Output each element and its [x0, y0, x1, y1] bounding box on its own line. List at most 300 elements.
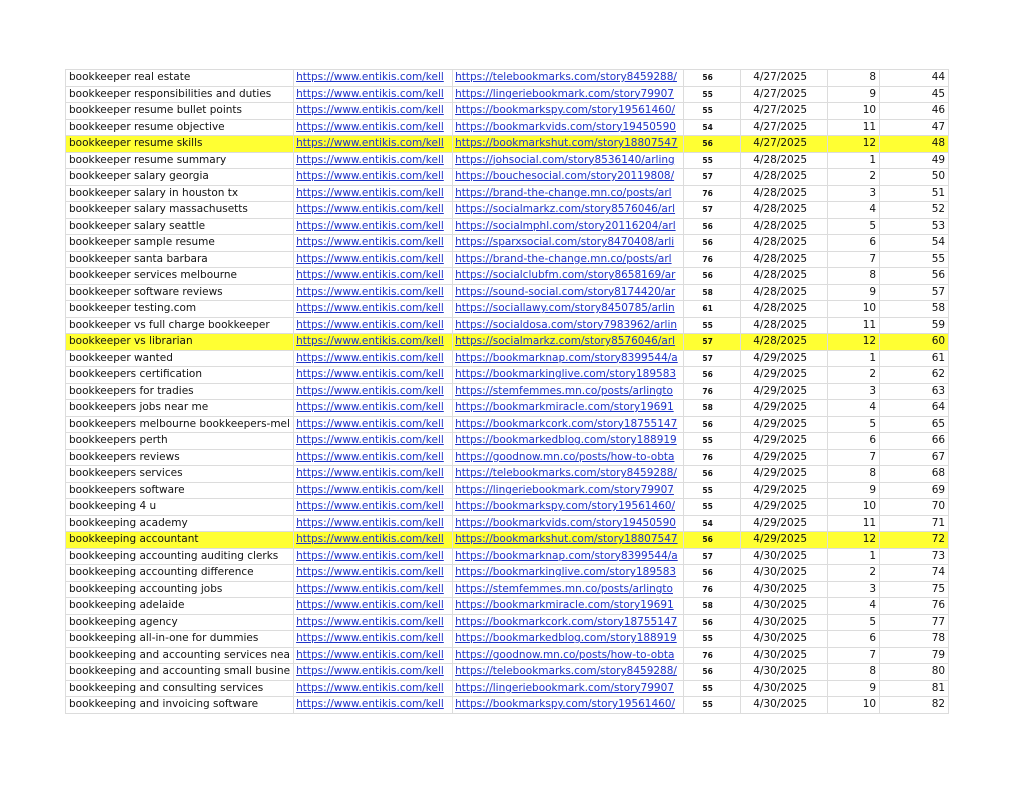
date-cell: 4/29/2025 — [741, 449, 828, 466]
date-cell: 4/30/2025 — [741, 598, 828, 615]
row-number-cell: 63 — [880, 383, 949, 400]
score-cell: 56 — [684, 235, 741, 252]
source-url-link[interactable]: https://www.entikis.com/kell — [294, 499, 453, 516]
table-row — [66, 449, 949, 466]
backlink-url-link[interactable]: https://bookmarkspy.com/story19561460/ — [453, 103, 684, 120]
date-cell: 4/28/2025 — [741, 169, 828, 186]
source-url-link[interactable]: https://www.entikis.com/kell — [294, 136, 453, 153]
day-index-cell: 7 — [828, 251, 880, 268]
source-url-link[interactable]: https://www.entikis.com/kell — [294, 400, 453, 417]
table-row — [66, 103, 949, 120]
score-cell: 56 — [684, 136, 741, 153]
table-row — [66, 664, 949, 681]
day-index-cell: 1 — [828, 350, 880, 367]
date-cell: 4/30/2025 — [741, 581, 828, 598]
score-cell: 57 — [684, 169, 741, 186]
keyword-cell: bookkeeper services melbourne — [66, 268, 294, 285]
table-row — [66, 334, 949, 351]
table-row — [66, 400, 949, 417]
keyword-cell: bookkeepers services — [66, 466, 294, 483]
row-number-cell: 76 — [880, 598, 949, 615]
date-cell: 4/28/2025 — [741, 301, 828, 318]
source-url-link[interactable]: https://www.entikis.com/kell — [294, 697, 453, 714]
date-cell: 4/28/2025 — [741, 317, 828, 334]
row-number-cell: 56 — [880, 268, 949, 285]
date-cell: 4/30/2025 — [741, 680, 828, 697]
source-url-link[interactable]: https://www.entikis.com/kell — [294, 383, 453, 400]
score-cell: 57 — [684, 334, 741, 351]
backlink-url-link[interactable]: https://johsocial.com/story8536140/arling — [453, 152, 684, 169]
backlink-url-link[interactable]: https://bookmarkinglive.com/story189583 — [453, 367, 684, 384]
backlink-url-link[interactable]: https://bookmarkspy.com/story19561460/ — [453, 499, 684, 516]
keyword-cell: bookkeeping 4 u — [66, 499, 294, 516]
score-cell: 54 — [684, 119, 741, 136]
date-cell: 4/29/2025 — [741, 350, 828, 367]
score-cell: 55 — [684, 499, 741, 516]
row-number-cell: 52 — [880, 202, 949, 219]
row-number-cell: 79 — [880, 647, 949, 664]
row-number-cell: 50 — [880, 169, 949, 186]
day-index-cell: 8 — [828, 268, 880, 285]
day-index-cell: 4 — [828, 400, 880, 417]
day-index-cell: 9 — [828, 284, 880, 301]
day-index-cell: 1 — [828, 548, 880, 565]
date-cell: 4/29/2025 — [741, 532, 828, 549]
keyword-cell: bookkeeping and accounting small busine — [66, 664, 294, 681]
keyword-cell: bookkeeping accounting jobs — [66, 581, 294, 598]
row-number-cell: 81 — [880, 680, 949, 697]
keyword-cell: bookkeeper resume bullet points — [66, 103, 294, 120]
source-url-link[interactable]: https://www.entikis.com/kell — [294, 449, 453, 466]
date-cell: 4/30/2025 — [741, 565, 828, 582]
keyword-cell: bookkeeping and accounting services nea — [66, 647, 294, 664]
keyword-cell: bookkeeper software reviews — [66, 284, 294, 301]
day-index-cell: 5 — [828, 614, 880, 631]
day-index-cell: 4 — [828, 202, 880, 219]
source-url-link[interactable]: https://www.entikis.com/kell — [294, 433, 453, 450]
table-row — [66, 631, 949, 648]
keyword-cell: bookkeeper testing.com — [66, 301, 294, 318]
date-cell: 4/27/2025 — [741, 136, 828, 153]
table-row — [66, 301, 949, 318]
date-cell: 4/28/2025 — [741, 251, 828, 268]
day-index-cell: 9 — [828, 680, 880, 697]
table-row — [66, 697, 949, 714]
backlink-url-link[interactable]: https://socialmarkz.com/story8576046/arl — [453, 202, 684, 219]
date-cell: 4/27/2025 — [741, 70, 828, 87]
row-number-cell: 80 — [880, 664, 949, 681]
date-cell: 4/28/2025 — [741, 218, 828, 235]
score-cell: 55 — [684, 86, 741, 103]
score-cell: 56 — [684, 664, 741, 681]
source-url-link[interactable]: https://www.entikis.com/kell — [294, 119, 453, 136]
keyword-cell: bookkeeper sample resume — [66, 235, 294, 252]
day-index-cell: 12 — [828, 532, 880, 549]
backlink-url-link[interactable]: https://lingeriebookmark.com/story79907 — [453, 482, 684, 499]
table-row — [66, 532, 949, 549]
keyword-cell: bookkeeping accounting auditing clerks — [66, 548, 294, 565]
keyword-cell: bookkeepers perth — [66, 433, 294, 450]
row-number-cell: 67 — [880, 449, 949, 466]
score-cell: 56 — [684, 70, 741, 87]
keyword-cell: bookkeeping accountant — [66, 532, 294, 549]
date-cell: 4/27/2025 — [741, 103, 828, 120]
source-url-link[interactable]: https://www.entikis.com/kell — [294, 235, 453, 252]
row-number-cell: 66 — [880, 433, 949, 450]
source-url-link[interactable]: https://www.entikis.com/kell — [294, 581, 453, 598]
day-index-cell: 1 — [828, 152, 880, 169]
backlink-url-link[interactable]: https://bookmarkcork.com/story18755147 — [453, 416, 684, 433]
keyword-cell: bookkeepers jobs near me — [66, 400, 294, 417]
score-cell: 55 — [684, 631, 741, 648]
backlink-url-link[interactable]: https://bookmarkshut.com/story18807547 — [453, 532, 684, 549]
backlink-url-link[interactable]: https://socialmarkz.com/story8576046/arl — [453, 334, 684, 351]
row-number-cell: 53 — [880, 218, 949, 235]
table-row — [66, 466, 949, 483]
source-url-link[interactable]: https://www.entikis.com/kell — [294, 631, 453, 648]
score-cell: 55 — [684, 152, 741, 169]
source-url-link[interactable]: https://www.entikis.com/kell — [294, 614, 453, 631]
source-url-link[interactable]: https://www.entikis.com/kell — [294, 301, 453, 318]
keyword-cell: bookkeeper santa barbara — [66, 251, 294, 268]
score-cell: 76 — [684, 647, 741, 664]
keyword-cell: bookkeeper salary massachusetts — [66, 202, 294, 219]
row-number-cell: 68 — [880, 466, 949, 483]
backlink-url-link[interactable]: https://bookmarknap.com/story8399544/a — [453, 350, 684, 367]
score-cell: 55 — [684, 317, 741, 334]
score-cell: 56 — [684, 416, 741, 433]
source-url-link[interactable]: https://www.entikis.com/kell — [294, 482, 453, 499]
source-url-link[interactable]: https://www.entikis.com/kell — [294, 317, 453, 334]
table-row — [66, 235, 949, 252]
table-row — [66, 119, 949, 136]
score-cell: 57 — [684, 350, 741, 367]
keyword-cell: bookkeeper wanted — [66, 350, 294, 367]
day-index-cell: 2 — [828, 169, 880, 186]
date-cell: 4/29/2025 — [741, 383, 828, 400]
backlink-url-link[interactable]: https://bookmarkvids.com/story19450590 — [453, 515, 684, 532]
keyword-cell: bookkeeper resume skills — [66, 136, 294, 153]
source-url-link[interactable]: https://www.entikis.com/kell — [294, 251, 453, 268]
day-index-cell: 2 — [828, 367, 880, 384]
date-cell: 4/28/2025 — [741, 152, 828, 169]
score-cell: 55 — [684, 680, 741, 697]
day-index-cell: 9 — [828, 86, 880, 103]
row-number-cell: 69 — [880, 482, 949, 499]
backlink-url-link[interactable]: https://socialdosa.com/story7983962/arlin — [453, 317, 684, 334]
score-cell: 55 — [684, 482, 741, 499]
keyword-sheet — [65, 69, 949, 714]
date-cell: 4/27/2025 — [741, 86, 828, 103]
table-row — [66, 581, 949, 598]
day-index-cell: 12 — [828, 136, 880, 153]
date-cell: 4/30/2025 — [741, 664, 828, 681]
source-url-link[interactable]: https://www.entikis.com/kell — [294, 268, 453, 285]
row-number-cell: 70 — [880, 499, 949, 516]
row-number-cell: 44 — [880, 70, 949, 87]
row-number-cell: 54 — [880, 235, 949, 252]
row-number-cell: 59 — [880, 317, 949, 334]
row-number-cell: 77 — [880, 614, 949, 631]
keyword-cell: bookkeeping accounting difference — [66, 565, 294, 582]
date-cell: 4/29/2025 — [741, 400, 828, 417]
keyword-cell: bookkeeper resume objective — [66, 119, 294, 136]
row-number-cell: 58 — [880, 301, 949, 318]
table-row — [66, 284, 949, 301]
date-cell: 4/29/2025 — [741, 466, 828, 483]
source-url-link[interactable]: https://www.entikis.com/kell — [294, 532, 453, 549]
source-url-link[interactable]: https://www.entikis.com/kell — [294, 565, 453, 582]
date-cell: 4/28/2025 — [741, 334, 828, 351]
table-row — [66, 433, 949, 450]
source-url-link[interactable]: https://www.entikis.com/kell — [294, 598, 453, 615]
keyword-cell: bookkeepers reviews — [66, 449, 294, 466]
backlink-url-link[interactable]: https://bookmarknap.com/story8399544/a — [453, 548, 684, 565]
row-number-cell: 72 — [880, 532, 949, 549]
source-url-link[interactable]: https://www.entikis.com/kell — [294, 152, 453, 169]
table-row — [66, 86, 949, 103]
day-index-cell: 8 — [828, 70, 880, 87]
keyword-cell: bookkeeping and invoicing software — [66, 697, 294, 714]
backlink-url-link[interactable]: https://bookmarkmiracle.com/story19691 — [453, 598, 684, 615]
backlink-url-link[interactable]: https://goodnow.mn.co/posts/how-to-obta — [453, 449, 684, 466]
score-cell: 56 — [684, 268, 741, 285]
backlink-url-link[interactable]: https://brand-the-change.mn.co/posts/arl — [453, 251, 684, 268]
table-row — [66, 251, 949, 268]
score-cell: 58 — [684, 598, 741, 615]
date-cell: 4/27/2025 — [741, 119, 828, 136]
keyword-cell: bookkeeping all-in-one for dummies — [66, 631, 294, 648]
score-cell: 55 — [684, 433, 741, 450]
row-number-cell: 47 — [880, 119, 949, 136]
source-url-link[interactable]: https://www.entikis.com/kell — [294, 664, 453, 681]
keyword-cell: bookkeeper real estate — [66, 70, 294, 87]
keyword-cell: bookkeeping agency — [66, 614, 294, 631]
source-url-link[interactable]: https://www.entikis.com/kell — [294, 680, 453, 697]
date-cell: 4/30/2025 — [741, 697, 828, 714]
row-number-cell: 60 — [880, 334, 949, 351]
keyword-cell: bookkeeping and consulting services — [66, 680, 294, 697]
day-index-cell: 7 — [828, 647, 880, 664]
day-index-cell: 2 — [828, 565, 880, 582]
source-url-link[interactable]: https://www.entikis.com/kell — [294, 70, 453, 87]
table-row — [66, 202, 949, 219]
row-number-cell: 65 — [880, 416, 949, 433]
source-url-link[interactable]: https://www.entikis.com/kell — [294, 169, 453, 186]
backlink-url-link[interactable]: https://lingeriebookmark.com/story79907 — [453, 86, 684, 103]
date-cell: 4/30/2025 — [741, 647, 828, 664]
source-url-link[interactable]: https://www.entikis.com/kell — [294, 515, 453, 532]
date-cell: 4/29/2025 — [741, 367, 828, 384]
backlink-url-link[interactable]: https://telebookmarks.com/story8459288/ — [453, 70, 684, 87]
table-row — [66, 680, 949, 697]
row-number-cell: 62 — [880, 367, 949, 384]
score-cell: 76 — [684, 251, 741, 268]
backlink-url-link[interactable]: https://bouchesocial.com/story20119808/ — [453, 169, 684, 186]
date-cell: 4/28/2025 — [741, 284, 828, 301]
date-cell: 4/30/2025 — [741, 614, 828, 631]
date-cell: 4/28/2025 — [741, 268, 828, 285]
backlink-url-link[interactable]: https://bookmarkedblog.com/story188919 — [453, 433, 684, 450]
row-number-cell: 55 — [880, 251, 949, 268]
backlink-url-link[interactable]: https://telebookmarks.com/story8459288/ — [453, 466, 684, 483]
date-cell: 4/29/2025 — [741, 515, 828, 532]
table-row — [66, 598, 949, 615]
date-cell: 4/28/2025 — [741, 202, 828, 219]
table-row — [66, 565, 949, 582]
table-row — [66, 350, 949, 367]
source-url-link[interactable]: https://www.entikis.com/kell — [294, 103, 453, 120]
day-index-cell: 3 — [828, 383, 880, 400]
table-row — [66, 218, 949, 235]
day-index-cell: 11 — [828, 317, 880, 334]
table-row — [66, 317, 949, 334]
day-index-cell: 10 — [828, 301, 880, 318]
day-index-cell: 7 — [828, 449, 880, 466]
row-number-cell: 45 — [880, 86, 949, 103]
keyword-cell: bookkeeper salary seattle — [66, 218, 294, 235]
score-cell: 57 — [684, 202, 741, 219]
backlink-url-link[interactable]: https://bookmarkshut.com/story18807547 — [453, 136, 684, 153]
backlink-url-link[interactable]: https://stemfemmes.mn.co/posts/arlingto — [453, 581, 684, 598]
backlink-url-link[interactable]: https://stemfemmes.mn.co/posts/arlingto — [453, 383, 684, 400]
day-index-cell: 5 — [828, 416, 880, 433]
source-url-link[interactable]: https://www.entikis.com/kell — [294, 466, 453, 483]
keyword-cell: bookkeeper resume summary — [66, 152, 294, 169]
source-url-link[interactable]: https://www.entikis.com/kell — [294, 548, 453, 565]
source-url-link[interactable]: https://www.entikis.com/kell — [294, 202, 453, 219]
day-index-cell: 11 — [828, 119, 880, 136]
keyword-cell: bookkeeper vs full charge bookkeeper — [66, 317, 294, 334]
row-number-cell: 73 — [880, 548, 949, 565]
day-index-cell: 10 — [828, 499, 880, 516]
keyword-cell: bookkeepers melbourne bookkeepers-mel — [66, 416, 294, 433]
row-number-cell: 71 — [880, 515, 949, 532]
backlink-url-link[interactable]: https://bookmarkvids.com/story19450590 — [453, 119, 684, 136]
table-row — [66, 268, 949, 285]
backlink-url-link[interactable]: https://goodnow.mn.co/posts/how-to-obta — [453, 647, 684, 664]
score-cell: 55 — [684, 697, 741, 714]
score-cell: 54 — [684, 515, 741, 532]
table-row — [66, 482, 949, 499]
day-index-cell: 6 — [828, 235, 880, 252]
row-number-cell: 64 — [880, 400, 949, 417]
score-cell: 58 — [684, 284, 741, 301]
day-index-cell: 11 — [828, 515, 880, 532]
table-row — [66, 647, 949, 664]
row-number-cell: 46 — [880, 103, 949, 120]
source-url-link[interactable]: https://www.entikis.com/kell — [294, 416, 453, 433]
score-cell: 56 — [684, 367, 741, 384]
table-row — [66, 383, 949, 400]
day-index-cell: 4 — [828, 598, 880, 615]
row-number-cell: 49 — [880, 152, 949, 169]
source-url-link[interactable]: https://www.entikis.com/kell — [294, 86, 453, 103]
row-number-cell: 74 — [880, 565, 949, 582]
table-row — [66, 548, 949, 565]
score-cell: 56 — [684, 218, 741, 235]
score-cell: 56 — [684, 466, 741, 483]
backlink-url-link[interactable]: https://bookmarkspy.com/story19561460/ — [453, 697, 684, 714]
table-row — [66, 499, 949, 516]
backlink-url-link[interactable]: https://sparxsocial.com/story8470408/arli — [453, 235, 684, 252]
day-index-cell: 10 — [828, 697, 880, 714]
backlink-url-link[interactable]: https://bookmarkinglive.com/story189583 — [453, 565, 684, 582]
keyword-cell: bookkeepers certification — [66, 367, 294, 384]
source-url-link[interactable]: https://www.entikis.com/kell — [294, 218, 453, 235]
table-row — [66, 169, 949, 186]
backlink-url-link[interactable]: https://bookmarkcork.com/story18755147 — [453, 614, 684, 631]
date-cell: 4/29/2025 — [741, 416, 828, 433]
date-cell: 4/29/2025 — [741, 482, 828, 499]
table-row — [66, 515, 949, 532]
day-index-cell: 5 — [828, 218, 880, 235]
row-number-cell: 48 — [880, 136, 949, 153]
row-number-cell: 51 — [880, 185, 949, 202]
source-url-link[interactable]: https://www.entikis.com/kell — [294, 367, 453, 384]
score-cell: 55 — [684, 103, 741, 120]
keyword-cell: bookkeeper salary georgia — [66, 169, 294, 186]
score-cell: 56 — [684, 614, 741, 631]
source-url-link[interactable]: https://www.entikis.com/kell — [294, 334, 453, 351]
score-cell: 56 — [684, 565, 741, 582]
backlink-url-link[interactable]: https://bookmarkmiracle.com/story19691 — [453, 400, 684, 417]
table-row — [66, 70, 949, 87]
score-cell: 57 — [684, 548, 741, 565]
backlink-url-link[interactable]: https://socialclubfm.com/story8658169/ar — [453, 268, 684, 285]
table-row — [66, 367, 949, 384]
score-cell: 56 — [684, 532, 741, 549]
table-row — [66, 416, 949, 433]
score-cell: 76 — [684, 185, 741, 202]
day-index-cell: 8 — [828, 466, 880, 483]
day-index-cell: 3 — [828, 581, 880, 598]
date-cell: 4/29/2025 — [741, 433, 828, 450]
source-url-link[interactable]: https://www.entikis.com/kell — [294, 185, 453, 202]
day-index-cell: 3 — [828, 185, 880, 202]
date-cell: 4/28/2025 — [741, 235, 828, 252]
backlink-url-link[interactable]: https://bookmarkedblog.com/story188919 — [453, 631, 684, 648]
source-url-link[interactable]: https://www.entikis.com/kell — [294, 350, 453, 367]
row-number-cell: 57 — [880, 284, 949, 301]
source-url-link[interactable]: https://www.entikis.com/kell — [294, 647, 453, 664]
backlink-url-link[interactable]: https://lingeriebookmark.com/story79907 — [453, 680, 684, 697]
backlink-url-link[interactable]: https://sociallawy.com/story8450785/arlin — [453, 301, 684, 318]
day-index-cell: 12 — [828, 334, 880, 351]
table-row — [66, 614, 949, 631]
backlink-url-link[interactable]: https://brand-the-change.mn.co/posts/arl — [453, 185, 684, 202]
sheet-body — [66, 70, 949, 714]
backlink-url-link[interactable]: https://telebookmarks.com/story8459288/ — [453, 664, 684, 681]
date-cell: 4/28/2025 — [741, 185, 828, 202]
row-number-cell: 75 — [880, 581, 949, 598]
date-cell: 4/30/2025 — [741, 631, 828, 648]
keyword-cell: bookkeeper vs librarian — [66, 334, 294, 351]
keyword-cell: bookkeepers for tradies — [66, 383, 294, 400]
source-url-link[interactable]: https://www.entikis.com/kell — [294, 284, 453, 301]
row-number-cell: 61 — [880, 350, 949, 367]
date-cell: 4/29/2025 — [741, 499, 828, 516]
score-cell: 58 — [684, 400, 741, 417]
backlink-url-link[interactable]: https://socialmphl.com/story20116204/arl — [453, 218, 684, 235]
day-index-cell: 10 — [828, 103, 880, 120]
row-number-cell: 82 — [880, 697, 949, 714]
backlink-url-link[interactable]: https://sound-social.com/story8174420/ar — [453, 284, 684, 301]
table-row — [66, 152, 949, 169]
day-index-cell: 6 — [828, 631, 880, 648]
keyword-cell: bookkeeper salary in houston tx — [66, 185, 294, 202]
table-row — [66, 136, 949, 153]
